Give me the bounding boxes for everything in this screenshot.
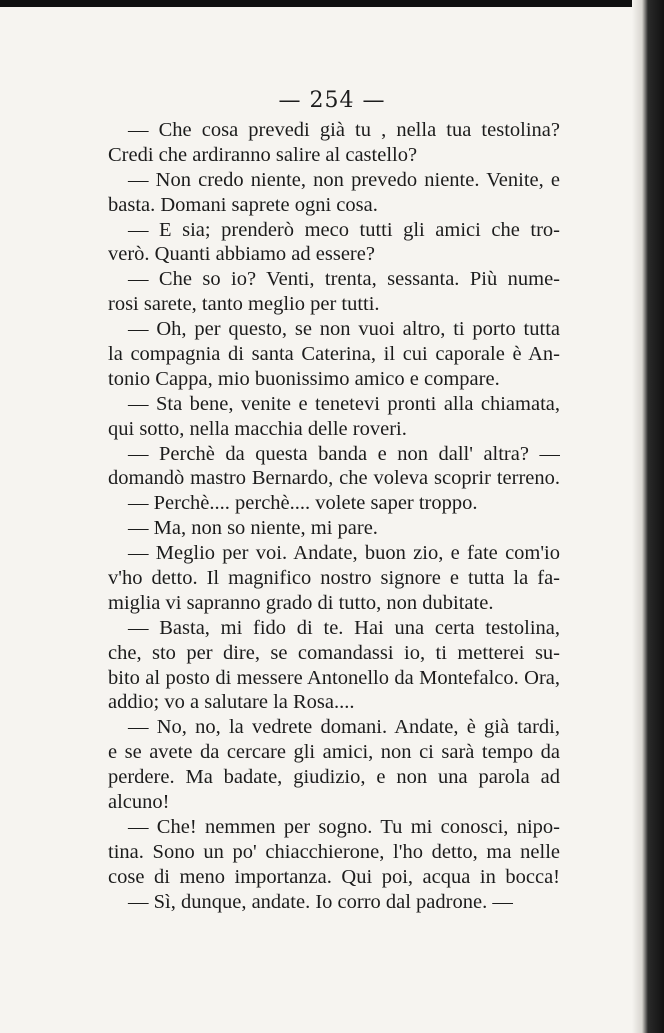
text-line: e se avete da cercare gli amici, non ci sarà tempo da [108,741,560,764]
body-text [108,118,560,915]
text-line: — Perchè.... perchè.... volete saper troppo. [128,492,478,515]
text-line: alcuno! [108,791,170,814]
text-line: — Che! nemmen per sogno. Tu mi conosci, nipo- [128,815,560,838]
text-line: addio; vo a salutare la Rosa.... [108,691,355,714]
text-line: — E sia; prenderò meco tutti gli amici che tro- [128,218,560,241]
text-line: Credi che ardiranno salire al castello? [108,143,418,166]
text-line: qui sotto, nella macchia delle roveri. [108,417,407,440]
page-number: — 254 — [278,88,386,113]
text-line: — Sta bene, venite e tenetevi pronti alla chiamata, [128,392,560,415]
text-line: domandò mastro Bernardo, che voleva scoprir terreno. [108,467,560,490]
text-line: — Perchè da questa banda e non dall' altra? — [128,442,560,465]
text-line: — No, no, la vedrete domani. Andate, è già tardi, [128,716,560,739]
scan-right-border [632,0,664,1033]
text-line: basta. Domani saprete ogni cosa. [108,193,378,216]
text-line: che, sto per dire, se comandassi io, ti metterei su- [108,641,560,664]
text-line: — Oh, per questo, se non vuoi altro, ti porto tutta [128,318,560,341]
text-line: la compagnia di santa Caterina, il cui caporale è An- [108,343,560,366]
text-line: cose di meno importanza. Qui poi, acqua in bocca! [108,865,560,888]
scan-top-border [0,0,664,7]
text-line: — Che cosa prevedi già tu , nella tua testolina? [128,119,560,141]
text-line: rosi sarete, tanto meglio per tutti. [108,293,380,316]
text-line: — Che so io? Venti, trenta, sessanta. Più nume- [128,268,560,291]
text-line: v'ho detto. Il magnifico nostro signore e tutta la fa- [108,567,560,590]
text-line: tina. Sono un po' chiacchierone, l'ho detto, ma nelle [108,840,560,863]
text-line: — Non credo niente, non prevedo niente. Venite, e [128,168,560,191]
text-line: — Ma, non so niente, mi pare. [128,517,378,540]
text-line: perdere. Ma badate, giudizio, e non una parola ad [108,766,560,789]
text-line: — Meglio per voi. Andate, buon zio, e fate com'io [128,542,560,565]
text-line: bito al posto di messere Antonello da Montefalco. Ora, [108,666,560,689]
text-line: verò. Quanti abbiamo ad essere? [108,243,375,266]
text-line: — Sì, dunque, andate. Io corro dal padrone. — [128,890,513,913]
text-line: tonio Cappa, mio buonissimo amico e compare. [108,367,500,390]
text-line: — Basta, mi fido di te. Hai una certa testolina, [128,616,560,639]
text-line: miglia vi sapranno grado di tutto, non dubitate. [108,591,494,614]
